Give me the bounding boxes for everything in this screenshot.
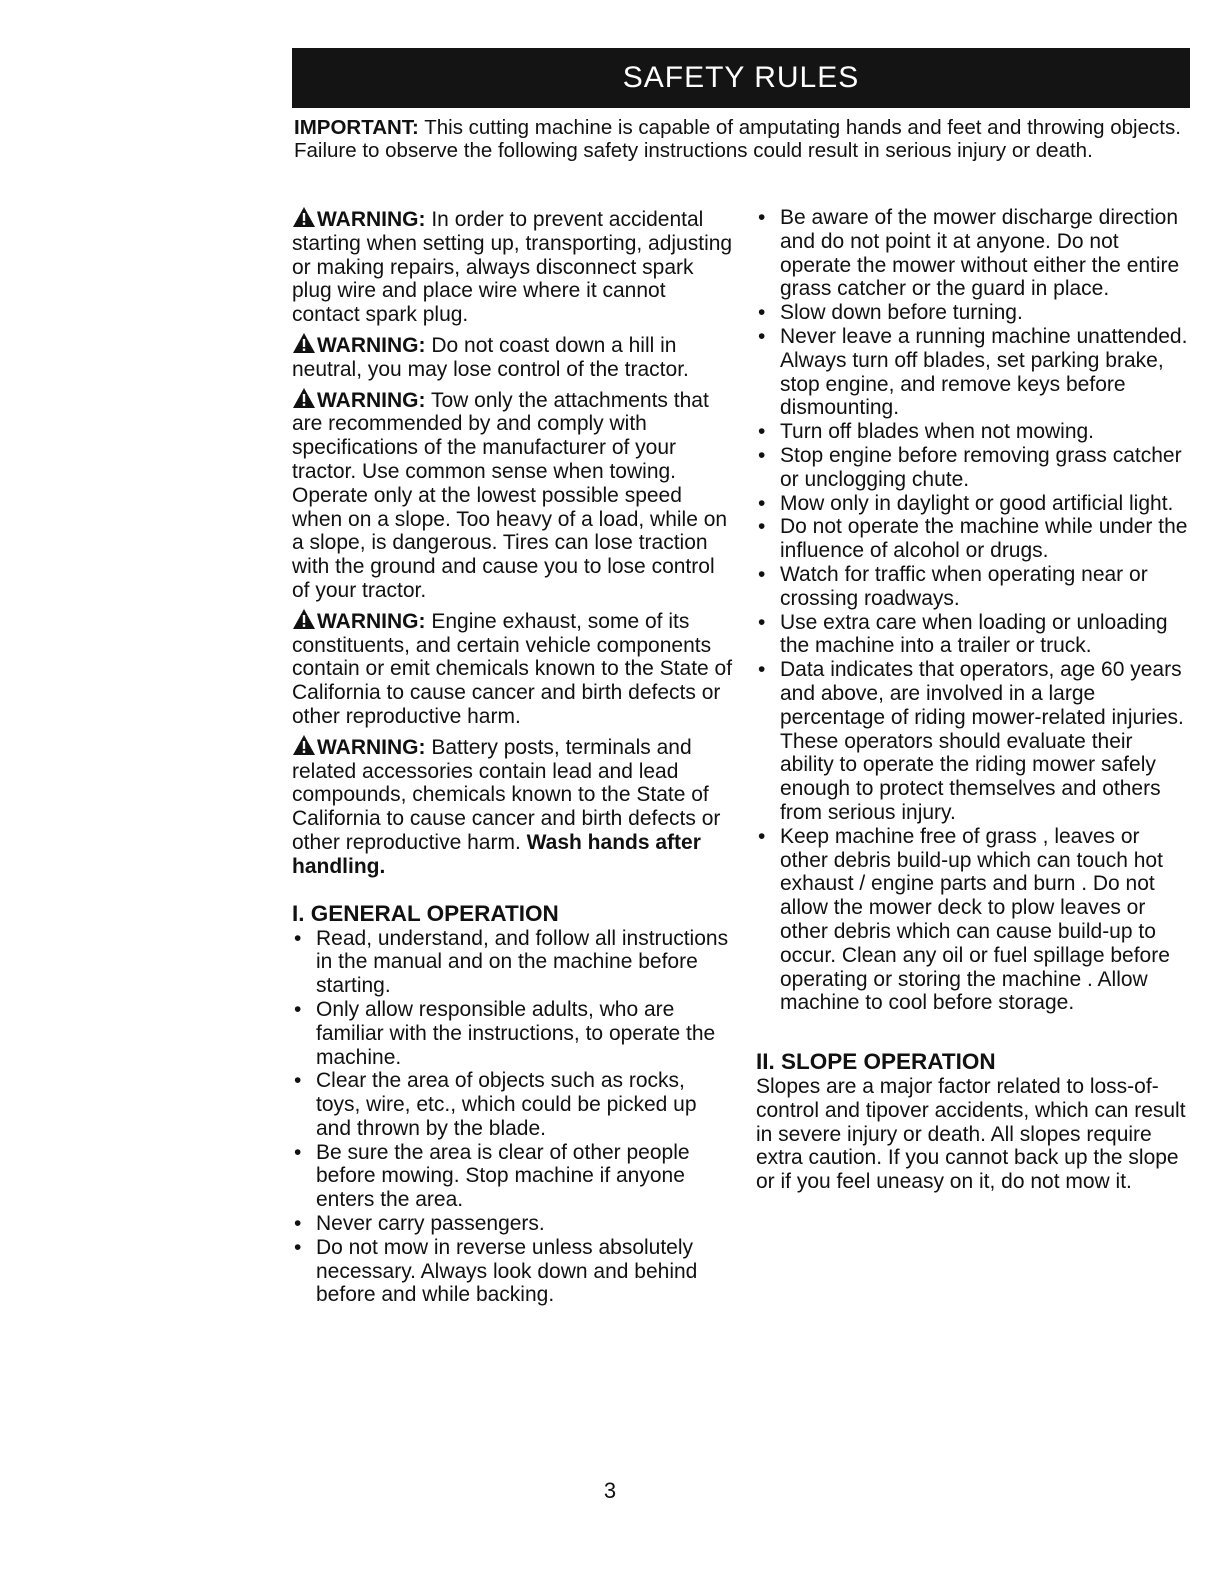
list-item: • Keep machine free of grass , leaves or other debris build-up which can touch hot exhaust / engine parts and burn . Do not allow the mower deck to plow leaves or other debris which can cause build-up to occur. Clean any oil or fuel spillage before operating or storing the machine . Allow machine to cool before storage. — [756, 825, 1192, 1015]
warning-emphasis: Wash hands after handling. — [292, 830, 701, 878]
warning-text: Engine exhaust, some of its constituents, and certain vehicle components contain or emit chemicals known to the State of California to cause cancer and birth defects or other reproductive harm. — [292, 609, 733, 728]
warning-triangle-icon — [292, 332, 316, 354]
list-item: • Data indicates that operators, age 60 years and above, are involved in a large percentage of riding mower-related injuries. These operators should evaluate their ability to operate the riding mower safely enough to protect themselves and others from serious injury. — [756, 658, 1192, 825]
warning-triangle-icon — [292, 206, 316, 228]
warning-triangle-icon — [292, 734, 316, 756]
general-operation-list — [292, 927, 734, 1308]
warning-text: Battery posts, terminals and related accessories contain lead and lead compounds, chemicals known to the State of California to cause cancer and birth defects or other reproductive harm. — [292, 735, 721, 854]
page-title: SAFETY RULES — [292, 48, 1190, 108]
warning-label: WARNING: — [317, 735, 426, 759]
page-number: 3 — [603, 1478, 617, 1503]
list-item: • Watch for traffic when operating near or crossing roadways. — [756, 563, 1192, 611]
left-column — [292, 206, 734, 1307]
warning-text: In order to prevent accidental starting when setting up, transporting, adjusting or making repairs, always disconnect spark plug wire and place wire where it cannot contact spark plug. — [292, 208, 733, 327]
important-label: IMPORTANT: — [294, 116, 419, 139]
warning-text: Tow only the attachments that are recommended by and comply with specifications of the manufacturer of your tractor. Use common sense when towing. Operate only at the lowest possible speed when on a slope. Too heavy of a load, while on a slope, is dangerous. Tires can lose traction with the ground and cause you to lose control of your tractor. — [292, 388, 728, 602]
list-item: • Clear the area of objects such as rocks, toys, wire, etc., which could be picked up and thrown by the blade. — [292, 1069, 734, 1140]
list-item: • Be aware of the mower discharge direction and do not point it at anyone. Do not operate the mower without either the entire grass catcher or the guard in place. — [756, 206, 1192, 301]
warning-block — [292, 332, 734, 382]
important-notice — [294, 116, 1184, 162]
list-item: • Stop engine before removing grass catcher or unclogging chute. — [756, 444, 1192, 492]
important-text: This cutting machine is capable of amputating hands and feet and throwing objects. Failure to observe the following safety instructions could result in serious injury or death. — [294, 116, 1181, 162]
list-item: • Only allow responsible adults, who are familiar with the instructions, to operate the machine. — [292, 998, 734, 1069]
warning-block — [292, 206, 734, 327]
warning-block — [292, 387, 734, 603]
warning-label: WARNING: — [317, 208, 426, 231]
list-item: • Be sure the area is clear of other people before mowing. Stop machine if anyone enters the area. — [292, 1141, 734, 1212]
section-heading-general: I. GENERAL OPERATION — [292, 900, 559, 926]
slope-text: Slopes are a major factor related to loss-of-control and tipover accidents, which can result in severe injury or death. All slopes require extra caution. If you cannot back up the slope or if you feel uneasy on it, do not mow it. — [756, 1075, 1186, 1194]
section-heading-slope: II. SLOPE OPERATION — [756, 1049, 996, 1075]
list-item: • Turn off blades when not mowing. — [756, 420, 1192, 444]
list-item: • Slow down before turning. — [756, 301, 1192, 325]
list-item: • Never leave a running machine unattended. Always turn off blades, set parking brake, stop engine, and remove keys before dismounting. — [756, 325, 1192, 420]
list-item: • Use extra care when loading or unloading the machine into a trailer or truck. — [756, 611, 1192, 659]
warning-triangle-icon — [292, 608, 316, 630]
list-item: • Do not mow in reverse unless absolutely necessary. Always look down and behind before and while backing. — [292, 1236, 734, 1307]
safety-list — [756, 206, 1192, 1015]
list-item: • Do not operate the machine while under the influence of alcohol or drugs. — [756, 515, 1192, 563]
warning-block — [292, 608, 734, 729]
warning-text: Do not coast down a hill in neutral, you may lose control of the tractor. — [292, 333, 689, 381]
warning-label: WARNING: — [317, 609, 426, 633]
warning-triangle-icon — [292, 387, 316, 409]
list-item: • Never carry passengers. — [292, 1212, 734, 1236]
warning-label: WARNING: — [317, 388, 426, 412]
warning-block — [292, 734, 734, 879]
warning-label: WARNING: — [317, 333, 426, 357]
list-item: • Read, understand, and follow all instructions in the manual and on the machine before starting. — [292, 927, 734, 998]
right-column — [756, 206, 1192, 1199]
list-item: • Mow only in daylight or good artificial light. — [756, 492, 1192, 516]
